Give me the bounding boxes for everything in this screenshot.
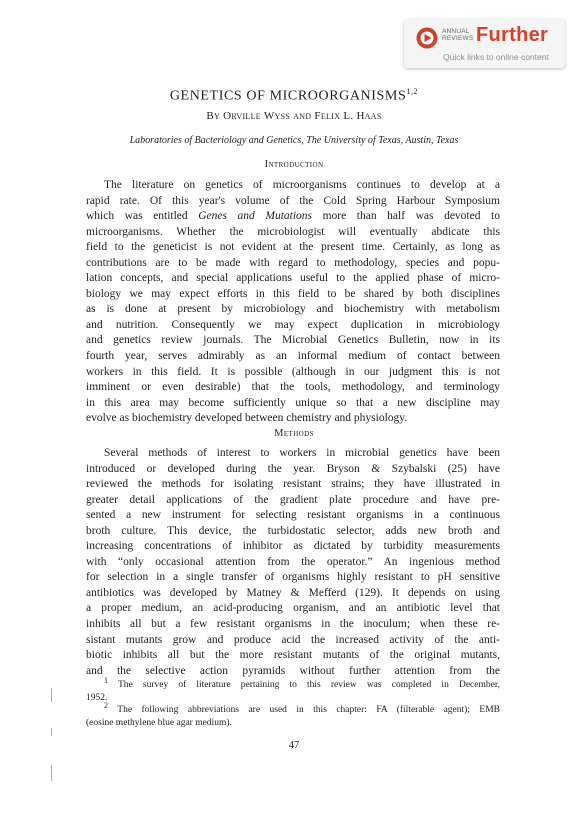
article-title-text: GENETICS OF MICROORGANISMS	[169, 88, 407, 104]
annual-reviews-label	[442, 28, 473, 42]
footnote-mark: 2	[104, 701, 108, 710]
text-line: fourth year, serves admirably as an informal medium of contact between	[86, 350, 500, 363]
text-line: sented a new instrument for selecting resistant organisms in a continuous	[86, 509, 500, 522]
text-line: in this area may become sufficiently unique so that a new discipline may	[86, 396, 500, 409]
scan-margin-mark	[51, 688, 52, 702]
text-line: microorganisms. Whether the microbiologist will eventually abdicate this	[86, 225, 500, 238]
text-line: biotic inhibits all but the more resistant mutants of the original mutants,	[86, 649, 500, 662]
footnote-text: The survey of literature pertaining to this review was completed in December,	[117, 680, 500, 691]
text-line: and nutrition. Consequently we may expect duplication in microbiology	[86, 318, 500, 331]
text-line: sistant mutants grow and produce acid the increased activity of the anti-	[86, 633, 500, 646]
introduction-paragraph	[86, 178, 500, 427]
footnote-line	[86, 675, 500, 692]
authors: By Orville Wyss and Felix L. Haas	[206, 110, 382, 122]
reviews-label: REVIEWS	[442, 35, 474, 42]
text-line: and the selective action pyramids without further attention from the	[86, 664, 500, 677]
text-line: Several methods of interest to workers in microbial genetics have been	[104, 447, 500, 459]
text-line: and genetics review journals. The Microbial Genetics Bulletin, now in its	[86, 334, 500, 347]
text-line: which was entitled Genes and Mutations more than half was devoted to	[86, 210, 500, 223]
scan-margin-mark	[51, 765, 52, 781]
text-line: field to the geneticist is not evident at the present time. Certainly, as long as	[86, 241, 500, 254]
text-line: antibiotics was developed by Matney & Mefferd (129). It depends on using	[86, 586, 500, 599]
text-line: as is done at present by microbiology and biochemistry with metabolism	[86, 303, 500, 316]
text-line: The literature on genetics of microorganisms continues to develop at a	[104, 179, 500, 191]
quick-links-tagline[interactable]: Quick links to online content	[443, 52, 549, 62]
title-footnote-marks[interactable]: 1,2	[406, 87, 419, 96]
text-line: increasing concentrations of inhibitor as dictated by turbidity measurements	[86, 540, 500, 553]
text-line: broth culture. This device, the turbidostatic selector, adds new broth and	[86, 524, 500, 537]
footnote-mark: 1	[104, 676, 108, 685]
annual-reviews-further-badge[interactable]	[404, 19, 565, 68]
annual-label: ANNUAL	[442, 28, 470, 35]
section-heading-methods: Methods	[274, 428, 314, 439]
footnote-line: 1952.	[86, 692, 108, 703]
text-line: biology we may expect efforts in this field to be shared by both disciplines	[86, 287, 500, 300]
article-title	[0, 87, 588, 105]
text-line: introduced or developed during the year. Bryson & Szybalski (25) have	[86, 462, 500, 475]
further-brand: Further	[476, 24, 549, 46]
text-line: for selection in a single transfer of organisms highly resistant to pH sensitive	[86, 571, 500, 584]
page-number: 47	[288, 740, 300, 751]
footnote-2	[86, 700, 500, 729]
text-line: with “only occasional attention from the operator.” An ingenious method	[86, 555, 500, 568]
scan-margin-mark	[51, 728, 52, 736]
text-line: evolve as biochemistry developed between chemistry and physiology.	[86, 412, 408, 425]
footnote-line: (eosine methylene blue agar medium).	[86, 717, 232, 728]
section-heading-introduction: Introduction	[264, 159, 324, 170]
text-line: contributions are to be made with regard to methodology, species and popu-	[86, 256, 500, 269]
text-line: inhibits all but a few resistant organisms in the inoculum; when these re-	[86, 618, 500, 631]
annual-reviews-logo-icon	[416, 27, 438, 49]
text-line: lation concepts, and special applications useful to the applied phase of micro-	[86, 272, 500, 285]
text-line: rapid rate. Of this year's volume of the Cold Spring Harbour Symposium	[86, 194, 500, 207]
footnote-line	[86, 700, 500, 717]
text-line: reviewed the methods for isolating resistant strains; they have illustrated in	[86, 478, 500, 491]
methods-paragraph	[86, 446, 500, 679]
text-line: workers in this field. It is possible (although in our judgment this is not	[86, 365, 500, 378]
book-title: Genes and Mutations	[198, 210, 312, 223]
text-line: greater detail applications of the gradient plate procedure and have pre-	[86, 493, 500, 506]
text-line: a proper medium, an acid-producing organism, and an antibiotic level that	[86, 602, 500, 615]
footnote-text: The following abbreviations are used in this chapter: FA (filterable agent); EMB	[117, 705, 500, 716]
text-line: imminent or even desirable) that the tools, methodology, and terminology	[86, 381, 500, 394]
affiliation: Laboratories of Bacteriology and Genetics, The University of Texas, Austin, Texas	[129, 135, 459, 146]
